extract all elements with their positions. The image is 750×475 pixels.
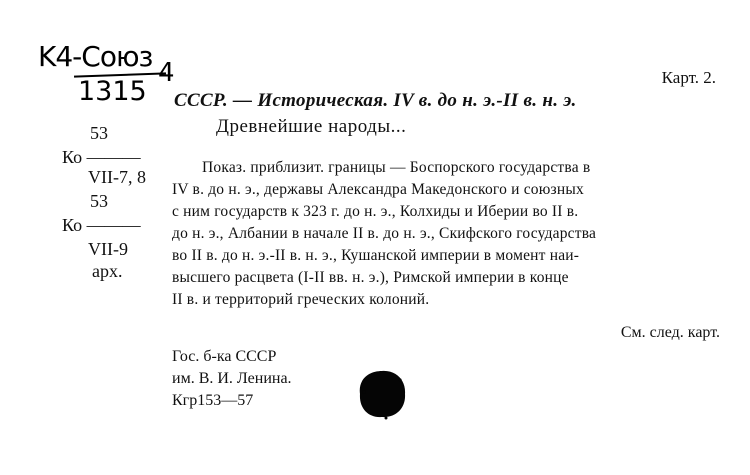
punch-hole-blot <box>356 368 408 420</box>
shelfmark-row-5: арх. <box>92 261 123 281</box>
card-number: Карт. 2. <box>661 68 716 87</box>
see-next-card-note: См. след. карт. <box>620 324 720 341</box>
library-stamp-line-1: Гос. б-ка СССР <box>172 348 277 365</box>
library-stamp-line-3: Кгр153—57 <box>172 392 254 409</box>
shelfmark-number-1: 53 <box>90 123 108 143</box>
description-line: во II в. до н. э.-II в. н. э., Кушанской империи в момент наи- <box>172 247 580 264</box>
shelfmark-row-4: VII-9 <box>88 239 128 259</box>
handwritten-number: 1315 <box>78 76 147 107</box>
description-line: с ним государств к 323 г. до н. э., Колхиды и Иберии во II в. <box>172 203 579 220</box>
description-line: высшего расцвета (I-II вв. н. э.), Римской империи в конце <box>172 269 569 286</box>
description-line: IV в. до н. э., державы Александра Македонского и союзных <box>172 181 584 198</box>
handwritten-suffix: 4 <box>158 58 175 88</box>
handwritten-shelf-code: K4-Союз <box>38 40 153 73</box>
card-title: СССР. — Историческая. IV в. до н. э.-II в. н. э. <box>174 90 577 111</box>
description-line: Показ. приблизит. границы — Боспорского государства в <box>202 159 591 176</box>
shelfmark-row-2: VII-7, 8 <box>88 167 146 187</box>
card-description <box>172 157 726 311</box>
description-line: до н. э., Албании в начале II в. до н. э., Скифского государства <box>172 225 597 242</box>
shelfmark-row-3: Ко ——— <box>62 215 141 235</box>
library-stamp-line-2: им. В. И. Ленина. <box>172 370 292 387</box>
card-subtitle: Древнейшие народы... <box>216 116 407 137</box>
shelfmark-number-2: 53 <box>90 191 108 211</box>
description-line: II в. и территорий греческих колоний. <box>172 291 430 308</box>
library-stamp <box>172 346 292 412</box>
shelfmark-row-1: Ко ——— <box>62 147 141 167</box>
